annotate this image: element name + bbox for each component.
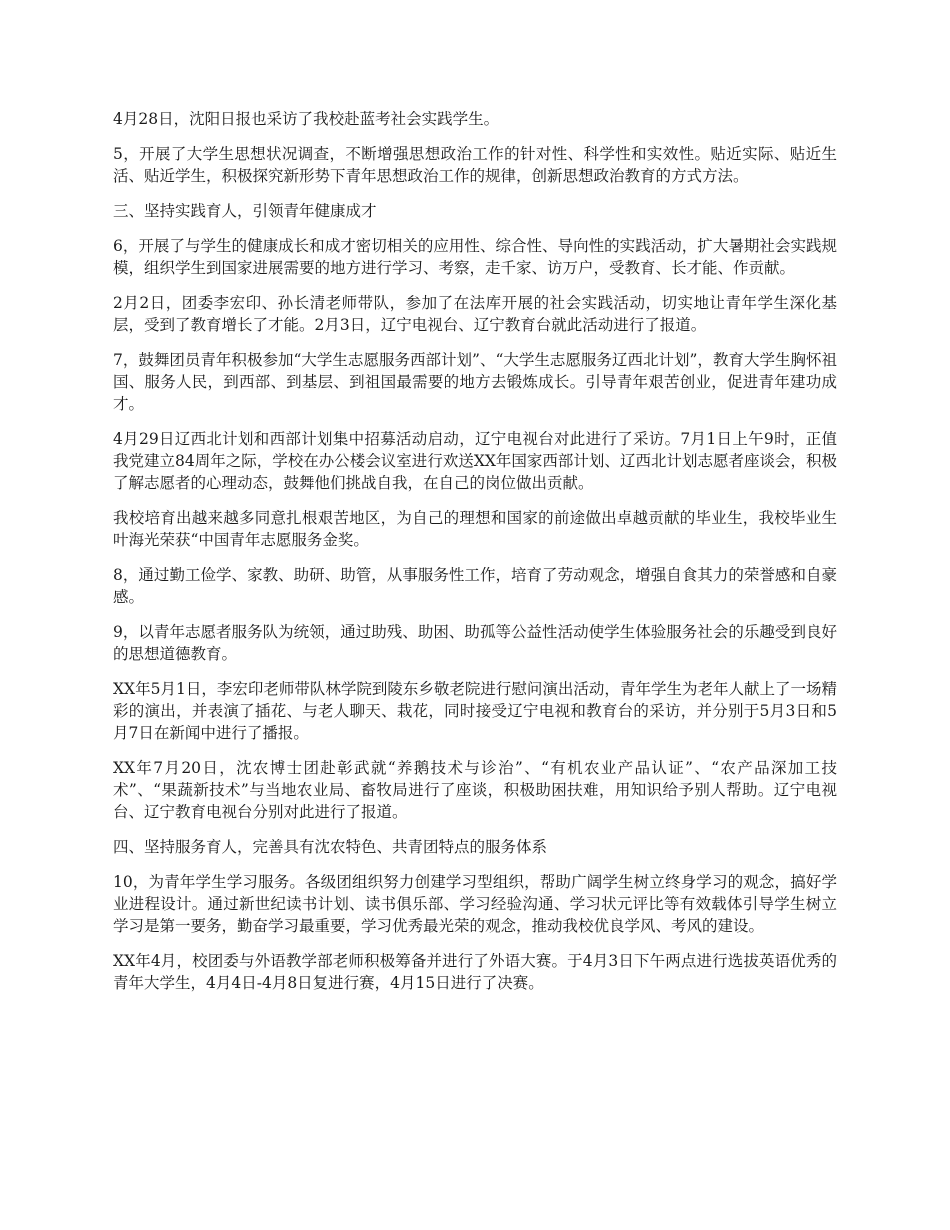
- paragraph-may-1: XX年5月1日，李宏印老师带队林学院到陵东乡敬老院进行慰问演出活动，青年学生为老年人献上了一场精彩的演出，并表演了插花、与老人聊天、栽花，同时接受辽宁电视和教育台的采访，并分别于5月3日和5月7日在新闻中进行了播报。: [113, 680, 837, 742]
- paragraph-feb-2: 2月2日，团委李宏印、孙长清老师带队，参加了在法库开展的社会实践活动，切实地让青年学生深化基层，受到了教育增长了才能。2月3日，辽宁电视台、辽宁教育台就此活动进行了报道。: [113, 294, 837, 334]
- paragraph-april-contest: XX年4月，校团委与外语教学部老师积极筹备并进行了外语大赛。于4月3日下午两点进行选拔英语优秀的青年大学生，4月4日-4月8日复进行赛，4月15日进行了决赛。: [113, 952, 837, 992]
- paragraph-april-29: 4月29日辽西北计划和西部计划集中招募活动启动，辽宁电视台对此进行了采访。7月1日上午9时，正值我党建立84周年之际，学校在办公楼会议室进行欢送XX年国家西部计划、辽西北计划志愿者座谈会，积极了解志愿者的心理动态，鼓舞他们挑战自我，在自己的岗位做出贡献。: [113, 430, 837, 492]
- paragraph-item-6: 6，开展了与学生的健康成长和成才密切相关的应用性、综合性、导向性的实践活动，扩大暑期社会实践规模，组织学生到国家进展需要的地方进行学习、考察，走千家、访万户，受教育、长才能、作贡献。: [113, 237, 837, 277]
- paragraph-item-10: 10，为青年学生学习服务。各级团组织努力创建学习型组织，帮助广阔学生树立终身学习的观念，搞好学业进程设计。通过新世纪读书计划、读书俱乐部、学习经验沟通、学习状元评比等有效载体引导学生树立学习是第一要务，勤奋学习最重要，学习优秀最光荣的观念，推动我校优良学风、考风的建设。: [113, 873, 837, 935]
- paragraph-item-9: 9，以青年志愿者服务队为统领，通过助残、助困、助孤等公益性活动使学生体验服务社会的乐趣受到良好的思想道德教育。: [113, 623, 837, 663]
- paragraph-item-8: 8，通过勤工俭学、家教、助研、助管，从事服务性工作，培育了劳动观念，增强自食其力的荣誉感和自豪感。: [113, 566, 837, 606]
- section-heading-4: 四、坚持服务育人，完善具有沈农特色、共青团特点的服务体系: [113, 838, 548, 856]
- paragraph-item-5: 5，开展了大学生思想状况调查，不断增强思想政治工作的针对性、科学性和实效性。贴近实际、贴近生活、贴近学生，积极探究新形势下青年思想政治工作的规律，创新思想政治教育的方式方法。: [113, 145, 837, 185]
- paragraph-interview-april-28: 4月28日，沈阳日报也采访了我校赴蓝考社会实践学生。: [113, 110, 500, 128]
- paragraph-graduates: 我校培育出越来越多同意扎根艰苦地区，为自己的理想和国家的前途做出卓越贡献的毕业生，我校毕业生叶海光荣获“中国青年志愿服务金奖。: [113, 509, 837, 549]
- paragraph-july-20: XX年7月20日，沈农博士团赴彰武就“养鹅技术与诊治”、“有机农业产品认证”、“农产品深加工技术”、“果蔬新技术”与当地农业局、畜牧局进行了座谈，积极助困扶难，用知识给予别人帮助。辽宁电视台、辽宁教育电视台分别对此进行了报道。: [113, 759, 837, 821]
- paragraph-item-7: 7，鼓舞团员青年积极参加“大学生志愿服务西部计划”、“大学生志愿服务辽西北计划”，教育大学生胸怀祖国、服务人民，到西部、到基层、到祖国最需要的地方去锻炼成长。引导青年艰苦创业，促进青年建功成才。: [113, 351, 837, 413]
- section-heading-3: 三、坚持实践育人，引领青年健康成才: [113, 202, 377, 220]
- document-page: [113, 108, 837, 1007]
